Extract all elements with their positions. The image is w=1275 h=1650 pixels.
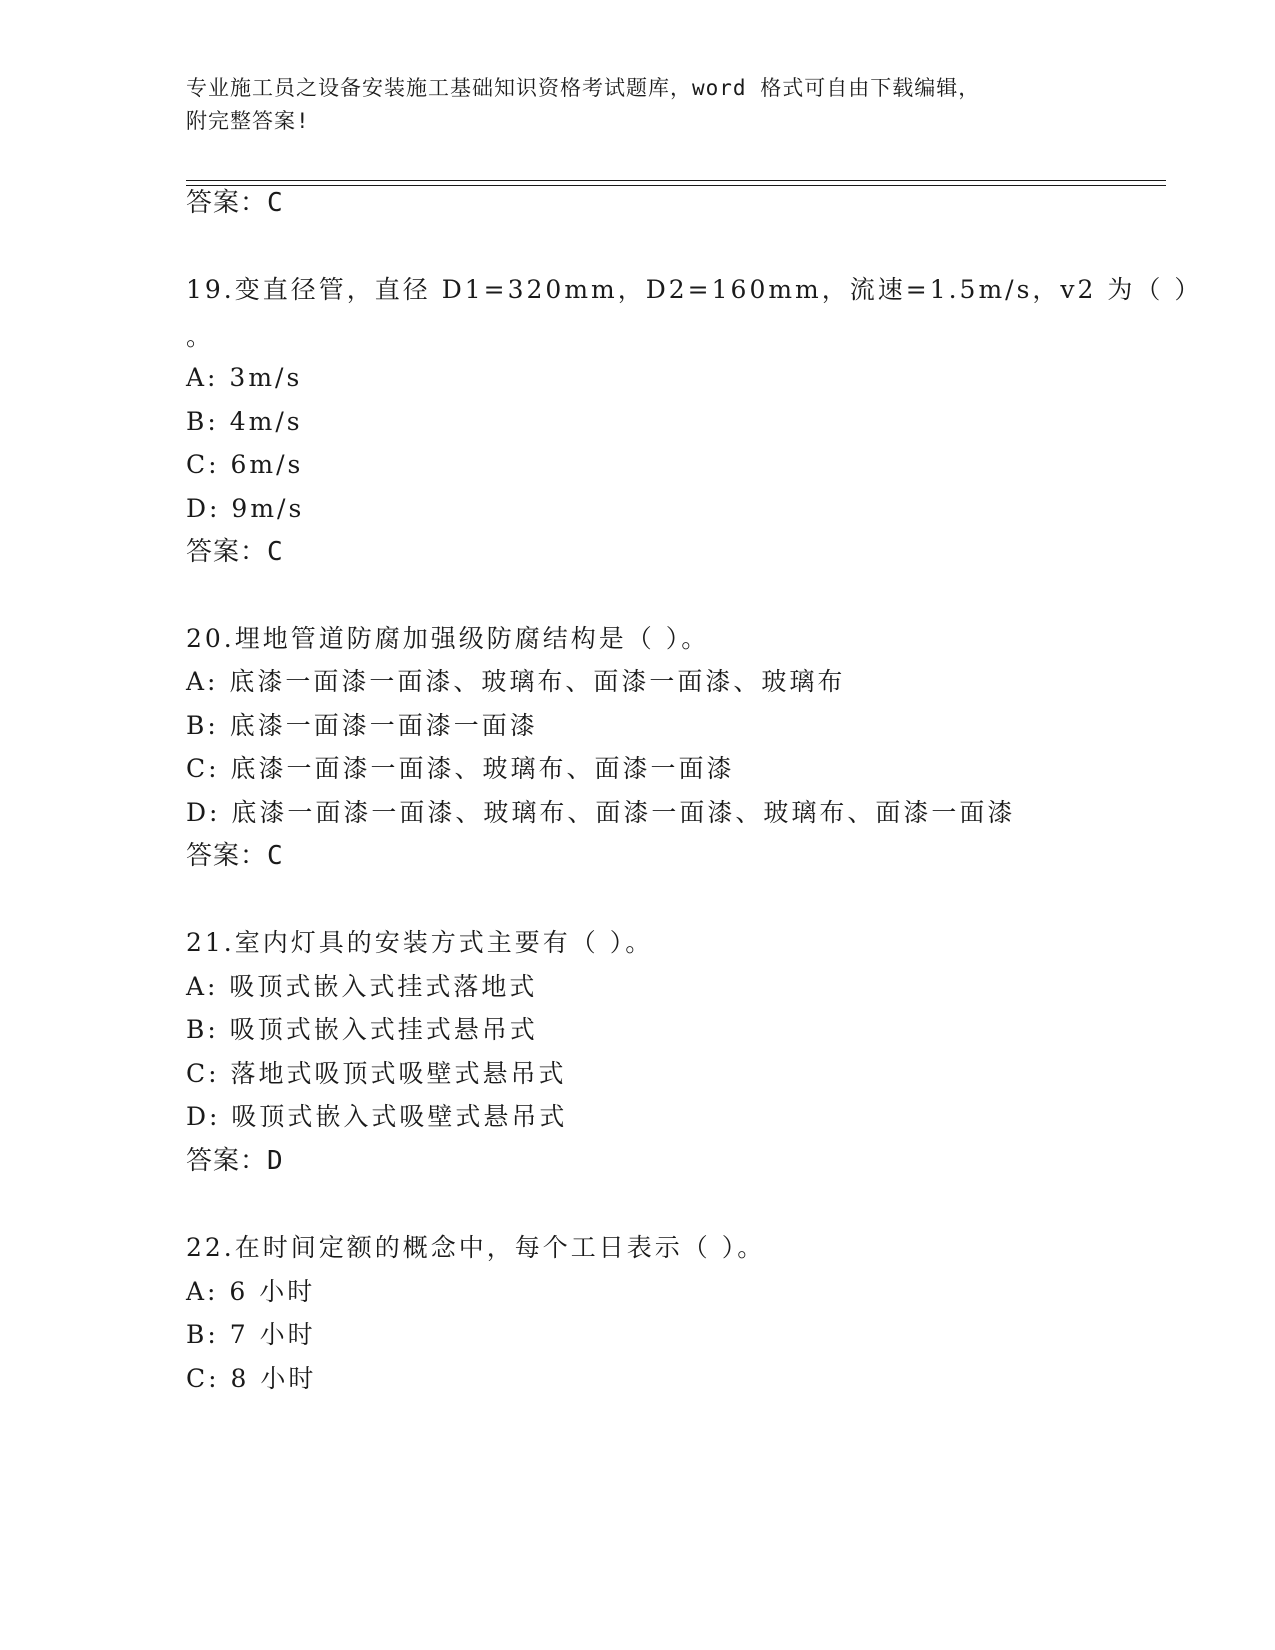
option-d: D: 吸顶式嵌入式吸壁式悬吊式 (186, 1102, 568, 1131)
option-a: A: 吸顶式嵌入式挂式落地式 (186, 972, 538, 1001)
option-c: C: 落地式吸顶式吸壁式悬吊式 (186, 1059, 567, 1088)
answer-line: 答案：C (186, 188, 284, 218)
option-d: D: 9m/s (186, 494, 305, 523)
option-a: A: 3m/s (186, 363, 303, 392)
document-header: 专业施工员之设备安装施工基础知识资格考试题库，word 格式可自由下载编辑， 附完整答案! (186, 76, 981, 133)
header-divider-top (186, 180, 1166, 181)
option-a: A: 6 小时 (186, 1277, 316, 1306)
answer-line: 答案：C (186, 537, 284, 567)
option-b: B: 4m/s (186, 407, 303, 436)
question-stem-continued: 。 (186, 322, 215, 351)
option-c: C: 底漆一面漆一面漆、玻璃布、面漆一面漆 (186, 754, 735, 783)
header-divider-bottom (186, 185, 1166, 186)
question-stem: 22.在时间定额的概念中，每个工日表示（ ）。 (186, 1233, 766, 1262)
answer-line: 答案：D (186, 1146, 284, 1176)
option-b: B: 7 小时 (186, 1320, 316, 1349)
option-b: B: 底漆一面漆一面漆一面漆 (186, 711, 538, 740)
option-a: A: 底漆一面漆一面漆、玻璃布、面漆一面漆、玻璃布 (186, 667, 846, 696)
option-c: C: 8 小时 (186, 1364, 317, 1393)
question-stem: 20.埋地管道防腐加强级防腐结构是（ ）。 (186, 624, 710, 653)
option-c: C: 6m/s (186, 450, 304, 479)
answer-line: 答案：C (186, 841, 284, 871)
option-d: D: 底漆一面漆一面漆、玻璃布、面漆一面漆、玻璃布、面漆一面漆 (186, 798, 1016, 827)
question-stem: 21.室内灯具的安装方式主要有（ ）。 (186, 928, 654, 957)
question-stem: 19.变直径管，直径 D1=320mm，D2=160mm，流速=1.5m/s，v2 为（ ） (186, 275, 1203, 304)
option-b: B: 吸顶式嵌入式挂式悬吊式 (186, 1015, 538, 1044)
document-page (186, 0, 1203, 1650)
